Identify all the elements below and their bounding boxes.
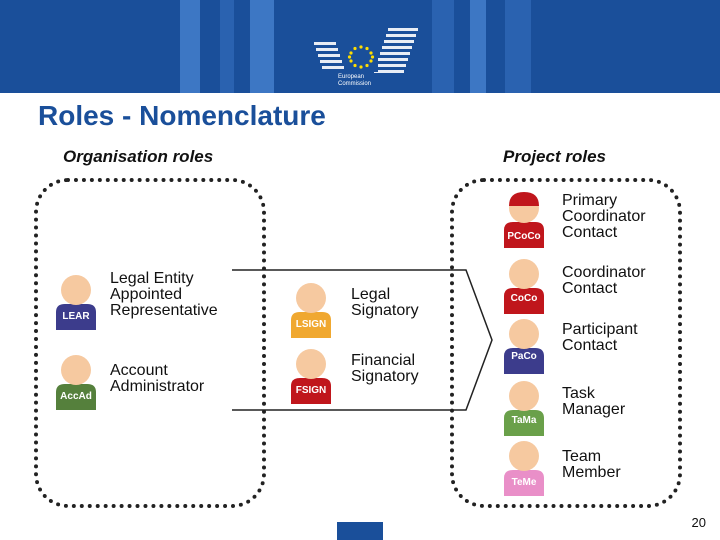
role-label-line: Contact	[562, 224, 618, 241]
role-label-coco	[562, 265, 646, 297]
org-name-line1: European	[338, 74, 365, 80]
role-code-fsign: FSIGN	[295, 385, 327, 396]
person-teme	[501, 438, 547, 501]
cap-icon	[509, 192, 539, 206]
person-tama-icon	[501, 378, 547, 436]
role-label-line: Coordinator	[562, 264, 646, 281]
role-label-line: Primary	[562, 192, 618, 209]
role-label-line: Legal	[351, 286, 391, 303]
role-label-lear	[110, 271, 218, 319]
role-label-tama	[562, 386, 625, 418]
org-name-line2: Commission	[338, 81, 372, 87]
person-lsign	[288, 280, 334, 343]
eu-flag-footer	[337, 522, 383, 540]
role-label-line: Member	[562, 464, 621, 481]
role-code-coco: CoCo	[510, 293, 538, 304]
role-label-line: Participant	[562, 321, 638, 338]
role-label-line: Legal Entity	[110, 270, 194, 287]
role-label-line: Signatory	[351, 302, 419, 319]
role-label-line: Account	[110, 362, 168, 379]
role-code-tama: TaMa	[511, 415, 537, 426]
role-label-line: Appointed	[110, 286, 183, 303]
role-label-line: Task	[562, 385, 595, 402]
person-accad	[53, 352, 99, 415]
person-paco	[501, 316, 547, 379]
role-label-paco	[562, 322, 638, 354]
role-label-line: Administrator	[110, 378, 205, 395]
role-label-fsign	[351, 353, 419, 385]
role-label-line: Signatory	[351, 368, 419, 385]
role-label-line: Coordinator	[562, 208, 646, 225]
role-code-teme: TeMe	[511, 477, 537, 488]
page-number: 20	[691, 515, 706, 530]
role-code-lsign: LSIGN	[295, 319, 327, 330]
role-code-pcoco: PCoCo	[507, 231, 541, 242]
person-pcoco	[501, 190, 547, 253]
role-label-line: Team	[562, 448, 602, 465]
role-label-teme	[562, 449, 621, 481]
role-code-accad: AccAd	[60, 391, 92, 402]
project-roles-heading: Project roles	[503, 147, 606, 166]
person-coco-icon	[501, 256, 547, 314]
person-paco-icon	[501, 316, 547, 374]
role-label-line: Contact	[562, 280, 618, 297]
role-label-pcoco	[562, 193, 646, 241]
role-code-lear: LEAR	[62, 311, 90, 322]
role-label-line: Financial	[351, 352, 416, 369]
page-title: Roles - Nomenclature	[38, 100, 326, 131]
person-fsign	[288, 346, 334, 409]
role-label-line: Contact	[562, 337, 618, 354]
role-label-accad	[110, 363, 204, 395]
role-code-paco: PaCo	[511, 351, 537, 362]
role-label-line: Representative	[110, 302, 218, 319]
person-tama	[501, 378, 547, 441]
role-label-lsign	[351, 287, 419, 319]
organisation-roles-heading: Organisation roles	[63, 147, 214, 166]
role-label-line: Manager	[562, 401, 626, 418]
person-coco	[501, 256, 547, 319]
person-lear	[53, 272, 99, 335]
